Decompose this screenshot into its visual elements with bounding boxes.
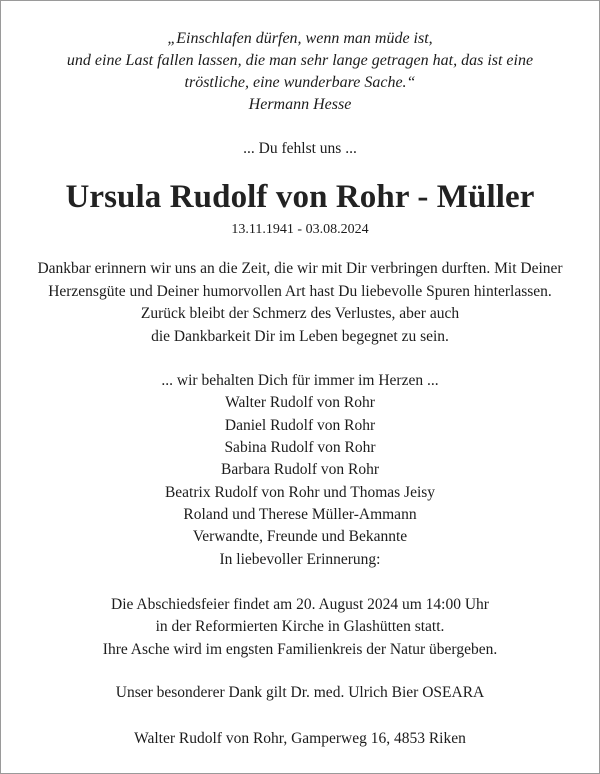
quote-line-3: tröstliche, eine wunderbare Sache.“ bbox=[184, 74, 416, 91]
tribute-line-3: Zurück bleibt der Schmerz des Verlustes, aber auch bbox=[140, 305, 460, 322]
mourner-name: Beatrix Rudolf von Rohr und Thomas Jeisy bbox=[164, 484, 436, 501]
thanks-line: Unser besonderer Dank gilt Dr. med. Ulrich Bier OSEARA bbox=[115, 684, 485, 701]
mourner-name: Roland und Therese Müller-Ammann bbox=[183, 506, 417, 523]
life-dates: 13.11.1941 - 03.08.2024 bbox=[231, 222, 369, 237]
tribute-line-2: Herzensgüte und Deiner humorvollen Art hast Du liebevolle Spuren hinterlassen. bbox=[48, 283, 552, 300]
missing-you-line: ... Du fehlst uns ... bbox=[243, 140, 357, 157]
contact-address: Walter Rudolf von Rohr, Gamperweg 16, 4853 Riken bbox=[134, 730, 466, 747]
quote-line-1: „Einschlafen dürfen, wenn man müde ist, bbox=[167, 30, 433, 47]
tribute-line-1: Dankbar erinnern wir uns an die Zeit, die wir mit Dir verbringen durften. Mit Deiner bbox=[37, 260, 563, 277]
mourner-name: Walter Rudolf von Rohr bbox=[225, 394, 375, 411]
mourner-name: Verwandte, Freunde und Bekannte bbox=[192, 528, 408, 545]
deceased-name: Ursula Rudolf von Rohr - Müller bbox=[65, 179, 535, 215]
quote-line-2: und eine Last fallen lassen, die man sehr lange getragen hat, das ist eine bbox=[66, 52, 534, 69]
ceremony-line-3: Ihre Asche wird im engsten Familienkreis der Natur übergeben. bbox=[102, 641, 498, 658]
mourner-name: Sabina Rudolf von Rohr bbox=[224, 439, 376, 456]
ceremony-line-1: Die Abschiedsfeier findet am 20. August 2024 um 14:00 Uhr bbox=[111, 596, 489, 613]
ceremony-line-2: in der Reformierten Kirche in Glashütten statt. bbox=[155, 618, 445, 635]
mourners-closing: In liebevoller Erinnerung: bbox=[219, 551, 381, 568]
mourner-name: Daniel Rudolf von Rohr bbox=[224, 417, 376, 434]
mourner-name: Barbara Rudolf von Rohr bbox=[221, 461, 379, 478]
tribute-line-4: die Dankbarkeit Dir im Leben begegnet zu sein. bbox=[151, 328, 449, 345]
mourners-intro: ... wir behalten Dich für immer im Herzen ... bbox=[161, 372, 439, 389]
quote-author: Hermann Hesse bbox=[248, 96, 352, 113]
